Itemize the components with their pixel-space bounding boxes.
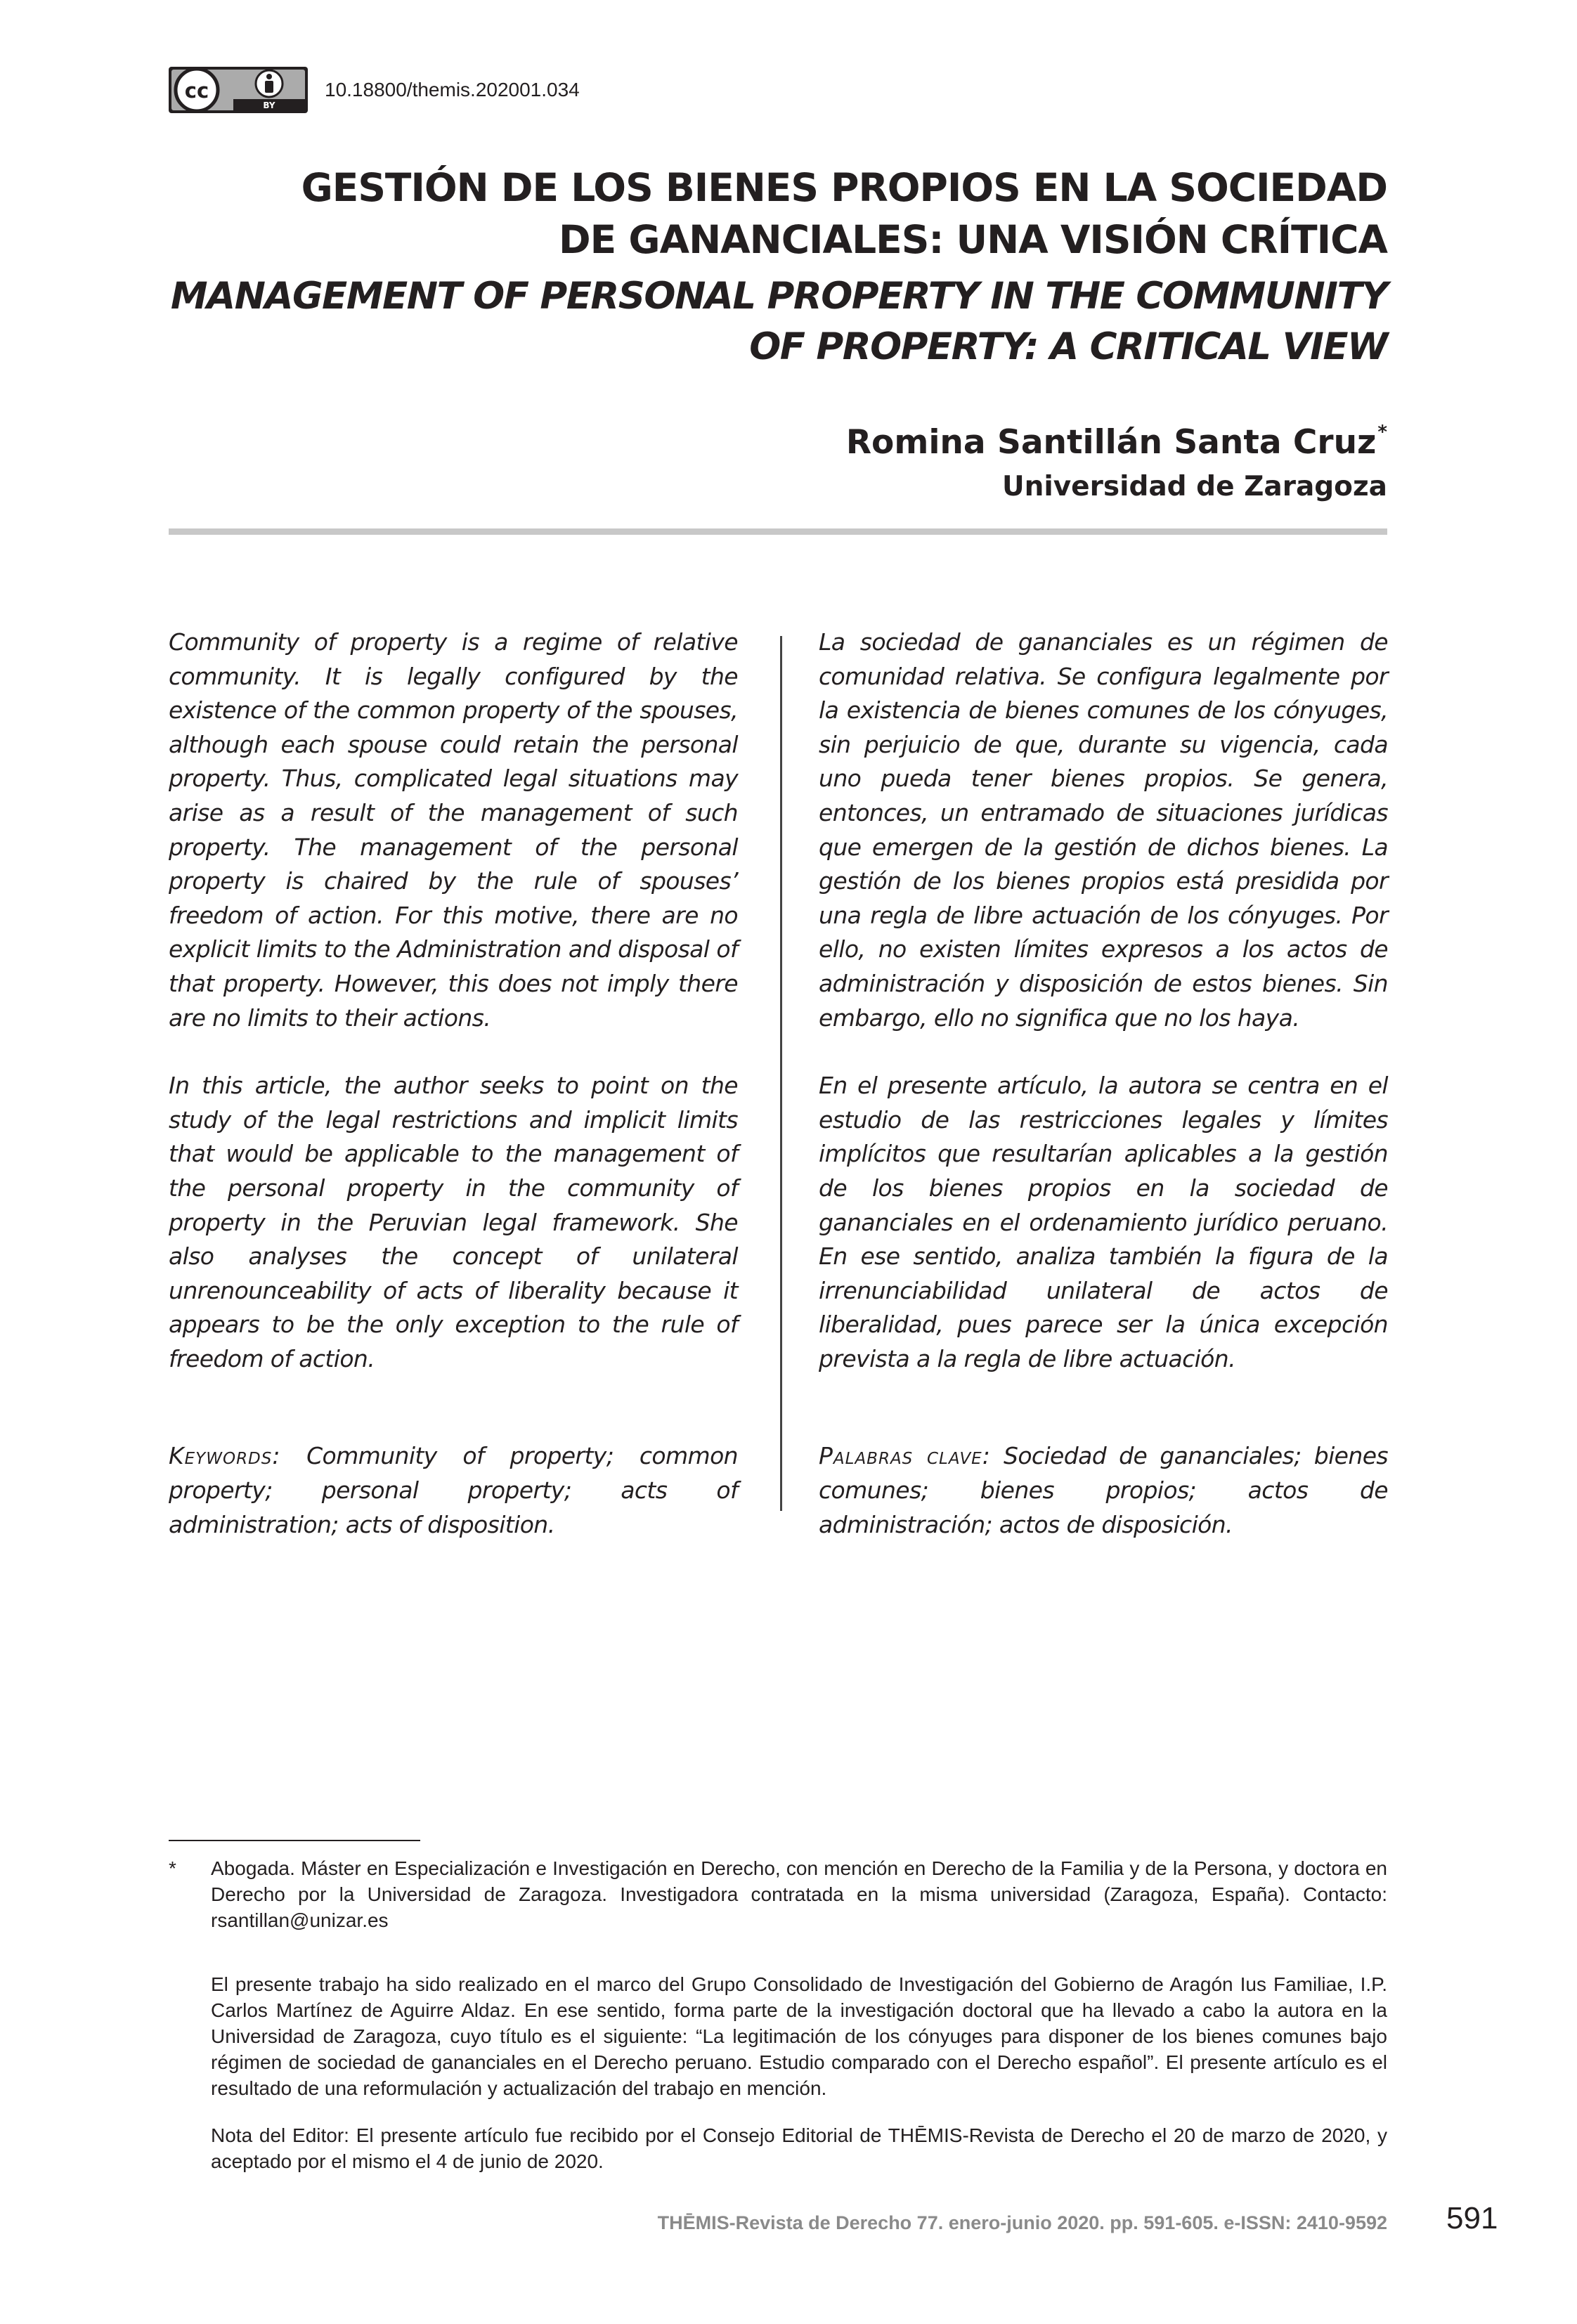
abstract-spanish	[819, 625, 1388, 1576]
title-spanish-line-2: DE GANANCIALES: UNA VISIÓN CRÍTICA	[558, 217, 1387, 262]
page-number: 591	[1446, 2201, 1498, 2235]
svg-text:cc: cc	[184, 79, 209, 103]
footnote-rule	[169, 1840, 420, 1841]
title-english-line-1: MANAGEMENT OF PERSONAL PROPERTY IN THE COMMUNITY	[170, 275, 1387, 318]
abstract-english-paragraph-2: In this article, the author seeks to point on the study of the legal restrictions and implicit limits that would be applicable to the management of the personal property in the community of property in the Peruvian legal framework. She also analyses the concept of unilateral unrenounceability of acts of liberality because it appears to be the only exception to the rule of freedom of action.	[169, 1072, 738, 1372]
journal-citation: THĒMIS-Revista de Derecho 77. enero-junio 2020. pp. 591-605. e-ISSN: 2410-9592	[657, 2212, 1387, 2233]
keywords-english-text: Community of property; common property; personal property; acts of administration; acts of disposition.	[169, 1442, 738, 1538]
title-block	[122, 162, 1387, 372]
abstract-spanish-paragraph-2: En el presente artículo, la autora se centra en el estudio de las restricciones legales y límites implícitos que resultarían aplicables a la gestión de los bienes propios en la sociedad de gananciales en el ordenamiento jurídico peruano. En ese sentido, analiza también la figura de la irrenunciabilidad unilateral de actos de liberalidad, pues parece ser la única excepción prevista a la regla de libre actuación.	[819, 1072, 1388, 1372]
footnote-author-text: Abogada. Máster en Especialización e Investigación en Derecho, con mención en Derecho de la Familia y de la Persona, y doctora en Derecho por la Universidad de Zaragoza. Investigadora contratada en la misma universidad (Zaragoza, España). Contacto: rsantillan@unizar.es	[211, 1857, 1387, 1931]
title-english-line-2: OF PROPERTY: A CRITICAL VIEW	[749, 325, 1387, 368]
footnote-marker: *	[169, 1857, 176, 1879]
title-spanish	[122, 162, 1387, 266]
abstract-english-paragraph-1: Community of property is a regime of relative community. It is legally configured by the existence of the common property of the spouses, although each spouse could retain the personal property. Thus, complicated legal situations may arise as a result of the management of such property. The management of the personal property is chaired by the rule of spouses’ freedom of action. For this motive, there are no explicit limits to the Administration and disposal of that property. However, this does not imply there are no limits to their actions.	[169, 628, 738, 1032]
doi: 10.18800/themis.202001.034	[325, 79, 580, 100]
keywords-spanish-text: Sociedad de gananciales; bienes comunes; bienes propios; actos de administración; actos de disposición.	[819, 1442, 1388, 1538]
column-divider	[780, 636, 782, 1511]
editor-note: Nota del Editor: El presente artículo fue recibido por el Consejo Editorial de THĒMIS-Revista de Derecho el 20 de marzo de 2020, y aceptado por el mismo el 4 de junio de 2020.	[211, 2124, 1387, 2172]
cc-by-icon	[169, 67, 308, 113]
research-note: El presente trabajo ha sido realizado en el marco del Grupo Consolidado de Investigación del Gobierno de Aragón Ius Familiae, I.P. Carlos Martínez de Aguirre Aldaz. En ese sentido, forma parte de la investigación doctoral que ha llevado a cabo la autora en la Universidad de Zaragoza, cuyo título es el siguiente: “La legitimación de los cónyuges para disponer de los bienes comunes bajo régimen de sociedad de gananciales en el Derecho peruano. Estudio comparado con el Derecho español”. El presente artículo es el resultado de una reformulación y actualización del trabajo en mención.	[211, 1973, 1387, 2099]
header-divider	[169, 528, 1387, 535]
keywords-english-label: Keywords:	[169, 1442, 281, 1470]
author-affiliation: Universidad de Zaragoza	[1001, 471, 1387, 502]
keywords-english	[169, 1439, 738, 1542]
license-badge-label: BY	[263, 100, 275, 110]
author-footnote-marker: *	[1377, 422, 1387, 443]
abstract-spanish-paragraph-1: La sociedad de gananciales es un régimen de comunidad relativa. Se configura legalmente por la existencia de bienes comunes de los cónyuges, sin perjuicio de que, durante su vigencia, cada uno pueda tener bienes propios. Se genera, entonces, un entramado de situaciones jurídicas que emergen de la gestión de dichos bienes. La gestión de los bienes propios está presidida por una regla de libre actuación de los cónyuges. Por ello, no existen límites expresos a los actos de administración y disposición de estos bienes. Sin embargo, ello no significa que no los haya.	[819, 628, 1388, 1032]
footnote-author	[169, 1855, 1387, 1933]
author-name	[846, 422, 1387, 462]
author-name-text: Romina Santillán Santa Cruz	[845, 423, 1377, 462]
abstract-english	[169, 625, 738, 1576]
title-english	[122, 271, 1387, 372]
title-spanish-line-1: GESTIÓN DE LOS BIENES PROPIOS EN LA SOCIEDAD	[301, 165, 1387, 210]
keywords-spanish-label: Palabras clave:	[819, 1442, 991, 1470]
keywords-spanish	[819, 1439, 1388, 1542]
